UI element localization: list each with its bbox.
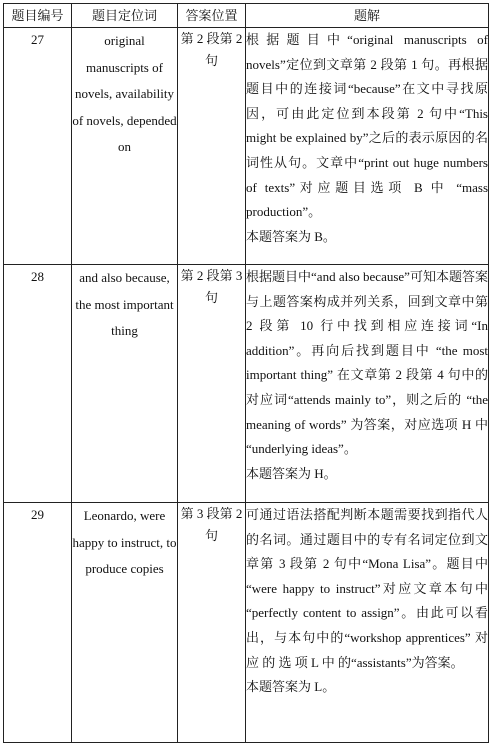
locator-keywords: original manuscripts of novels, availability of novels, depended on	[72, 28, 178, 265]
explanation-cell	[246, 28, 489, 265]
answer-location: 第 2 段第 3 句	[178, 265, 246, 503]
explanation-cell	[246, 265, 489, 503]
table-body	[4, 28, 489, 743]
question-number: 29	[4, 503, 72, 743]
explanation-text: 可通过语法搭配判断本题需要找到指代人的名词。通过题目中的专有名词定位到文章第 3 段第 2 句中“Mona Lisa”。题目中 “were happy to instruct”对应文章本句中 “perfectly content to assign”。由此可以看出，与本句中的“workshop apprentices” 对 应 的 选 项 L 中 的“assistants”为答案。	[246, 507, 488, 670]
table-header	[4, 4, 489, 28]
header-number: 题目编号	[4, 4, 72, 28]
locator-keywords: and also because, the most important thing	[72, 265, 178, 503]
answer-statement: 本题答案为 L。	[246, 679, 336, 695]
table-row	[4, 28, 489, 265]
explanation-text: 根据题目中“original manuscripts of novels”定位到文章第 2 段第 1 句。再根据题目中的连接词“because”在文中寻找原因，可由此定位到本段第 2 句中“This might be explained by”之后的表示原因的名词性从句。文章中“print out huge numbers of texts”对应题目选项 B 中 “mass production”。	[246, 32, 488, 220]
explanation-cell	[246, 503, 489, 743]
header-keywords: 题目定位词	[72, 4, 178, 28]
answer-location: 第 3 段第 2 句	[178, 503, 246, 743]
answer-location: 第 2 段第 2 句	[178, 28, 246, 265]
question-number: 28	[4, 265, 72, 503]
question-number: 27	[4, 28, 72, 265]
header-explanation: 题解	[246, 4, 489, 28]
locator-keywords: Leonardo, were happy to instruct, to produce copies	[72, 503, 178, 743]
answer-statement: 本题答案为 B。	[246, 228, 336, 244]
header-location: 答案位置	[178, 4, 246, 28]
answer-analysis-table	[3, 3, 489, 743]
explanation-text: 根据题目中“and also because”可知本题答案与上题答案构成并列关系，回到文章中第 2 段第 10 行中找到相应连接词“In addition”。再向后找到题目中 “the most important thing” 在文章第 2 段第 4 句中的对应词“attends mainly to”，则之后的 “the meaning of words” 为答案，对应选项 H 中 “underlying ideas”。	[246, 269, 488, 457]
table-row	[4, 265, 489, 503]
header-row	[4, 4, 489, 28]
table-row	[4, 503, 489, 743]
answer-statement: 本题答案为 H。	[246, 465, 337, 481]
